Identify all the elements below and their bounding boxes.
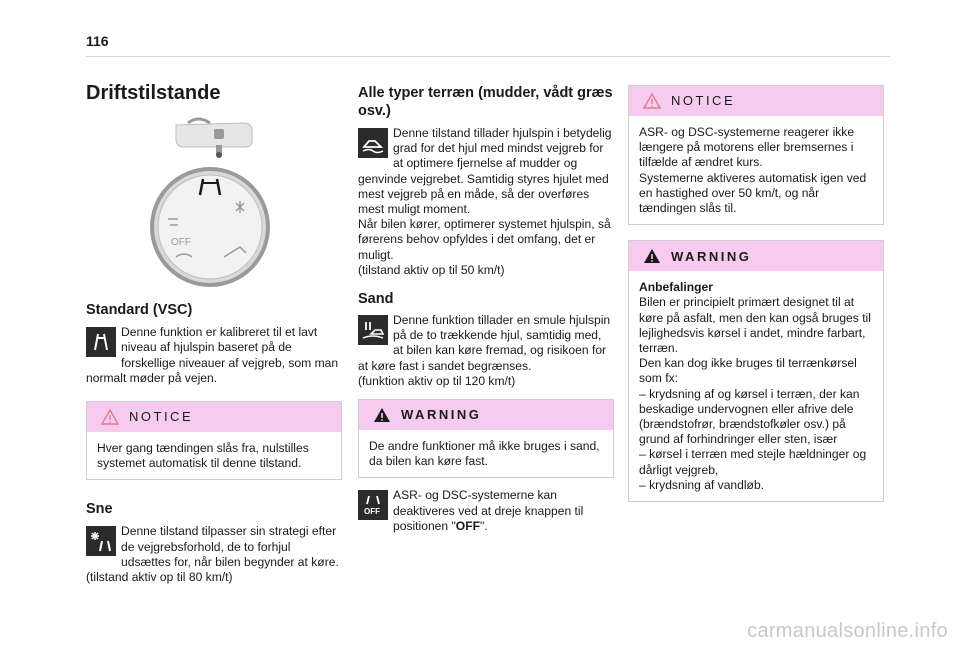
left-column <box>86 78 342 585</box>
left-notice-title: NOTICE <box>129 409 194 425</box>
terrain-text-2: Når bilen kører, optimerer systemet hjulspin, så førerens behov opfyldes i det omfang, det er muligt. <box>358 217 611 262</box>
warning-triangle-icon <box>373 407 391 423</box>
standard-heading: Standard (VSC) <box>86 302 193 319</box>
dashboard-illustration <box>174 117 254 159</box>
off-bold: OFF <box>455 518 480 533</box>
right-warning-text-2: Den kan dog ikke bruges til terrænkørsel som fx: <box>639 356 857 386</box>
middle-column <box>358 84 614 534</box>
sand-section <box>358 313 614 389</box>
left-notice-box <box>86 401 342 480</box>
sand-text: Denne funktion tillader en smule hjulspin på de to trækkende hjul, samtidig med, at bilen kan køre fremad, og risikoen for at køre fast i sandet begrænses. <box>358 313 611 373</box>
right-notice-title: NOTICE <box>671 93 736 109</box>
mode-dial-illustration <box>148 165 272 289</box>
terrain-text: Denne tilstand tillader hjulspin i betydelig grad for det hjul med mindst vejgreb for at optimere fjernelse af mudder og genvinde vejgrebet. Samtidig styres hjulet med mest vejgreb på en måde, så der overføres mest muligt moment. <box>358 126 612 217</box>
right-notice-header <box>629 86 883 116</box>
right-warning-header <box>629 241 883 271</box>
right-warning-text-1: Bilen er principielt primært designet til at køre på asfalt, men den kan også bruges til lejlighedsvis kørsel i andet, mindre farbart, terræn. <box>639 295 871 356</box>
right-warning-item-2: – kørsel i terræn med stejle hældninger og dårligt vejgreb, <box>639 447 867 477</box>
middle-warning-title: WARNING <box>401 407 482 423</box>
standard-mode-icon <box>86 327 116 357</box>
left-notice-text: Hver gang tændingen slås fra, nulstilles systemet automatisk til denne tilstand. <box>97 441 309 471</box>
middle-warning-box <box>358 399 614 478</box>
snow-text: Denne tilstand tilpasser sin strategi efter de vejgrebsforhold, de to forhjul udsættes for, når bilen begynder at køre. <box>121 524 339 569</box>
terrain-note: (tilstand aktiv op til 50 km/t) <box>358 262 505 277</box>
terrain-heading: Alle typer terræn (mudder, vådt græs osv.) <box>358 85 613 119</box>
sand-note: (funktion aktiv op til 120 km/t) <box>358 373 516 388</box>
terrain-section <box>358 126 614 278</box>
right-warning-item-1: – krydsning af og kørsel i terræn, der kan beskadige undervognen eller afrive dele (brændstofrør, brændstofkøler osv.) på grund af forhindringer eller sten, især <box>639 386 860 447</box>
off-icon-label: OFF <box>364 507 380 517</box>
sand-heading: Sand <box>358 291 394 308</box>
middle-warning-text: De andre funktioner må ikke bruges i sand, da bilen kan køre fast. <box>369 439 600 469</box>
right-column <box>628 85 884 502</box>
right-warning-title: WARNING <box>671 248 752 264</box>
middle-warning-header <box>359 400 613 430</box>
page-title: Driftstilstande <box>86 82 221 104</box>
page-number: 116 <box>86 33 109 49</box>
right-warning-subheading: Anbefalinger <box>639 280 713 295</box>
off-mode-icon <box>358 490 388 520</box>
terrain-mode-icon <box>358 128 388 158</box>
left-notice-header <box>87 402 341 432</box>
warning-triangle-icon <box>643 248 661 264</box>
right-notice-box <box>628 85 884 225</box>
off-text: ASR- og DSC-systemerne kan deaktiveres ved at dreje knappen til positionen "OFF". <box>393 488 584 533</box>
header-divider <box>86 56 890 57</box>
right-notice-text-2: Systemerne aktiveres automatisk igen ved en hastighed over 50 km/t, og når tændingen slås til. <box>639 170 867 216</box>
snow-section <box>86 524 342 585</box>
dial-off-label: OFF <box>171 237 191 249</box>
footer-watermark[interactable]: carmanualsonline.info <box>747 620 948 642</box>
sand-mode-icon <box>358 315 388 345</box>
snow-mode-icon <box>86 526 116 556</box>
off-section <box>358 488 614 534</box>
snow-note: (tilstand aktiv op til 80 km/t) <box>86 570 233 585</box>
notice-triangle-icon <box>101 409 119 425</box>
standard-text: Denne funktion er kalibreret til et lavt niveau af hjulspin baseret på de forskellige niveauer af vejgreb, som man normalt møder på vejen. <box>86 325 339 385</box>
notice-triangle-icon <box>643 93 661 109</box>
snow-heading: Sne <box>86 501 113 518</box>
right-notice-text-1: ASR- og DSC-systemerne reagerer ikke længere på motorens eller bremsernes i tilfælde af ændret kurs. <box>639 125 855 170</box>
page-header <box>0 0 960 56</box>
right-warning-item-3: – krydsning af vandløb. <box>639 477 765 492</box>
standard-section <box>86 325 342 386</box>
right-warning-box <box>628 240 884 502</box>
